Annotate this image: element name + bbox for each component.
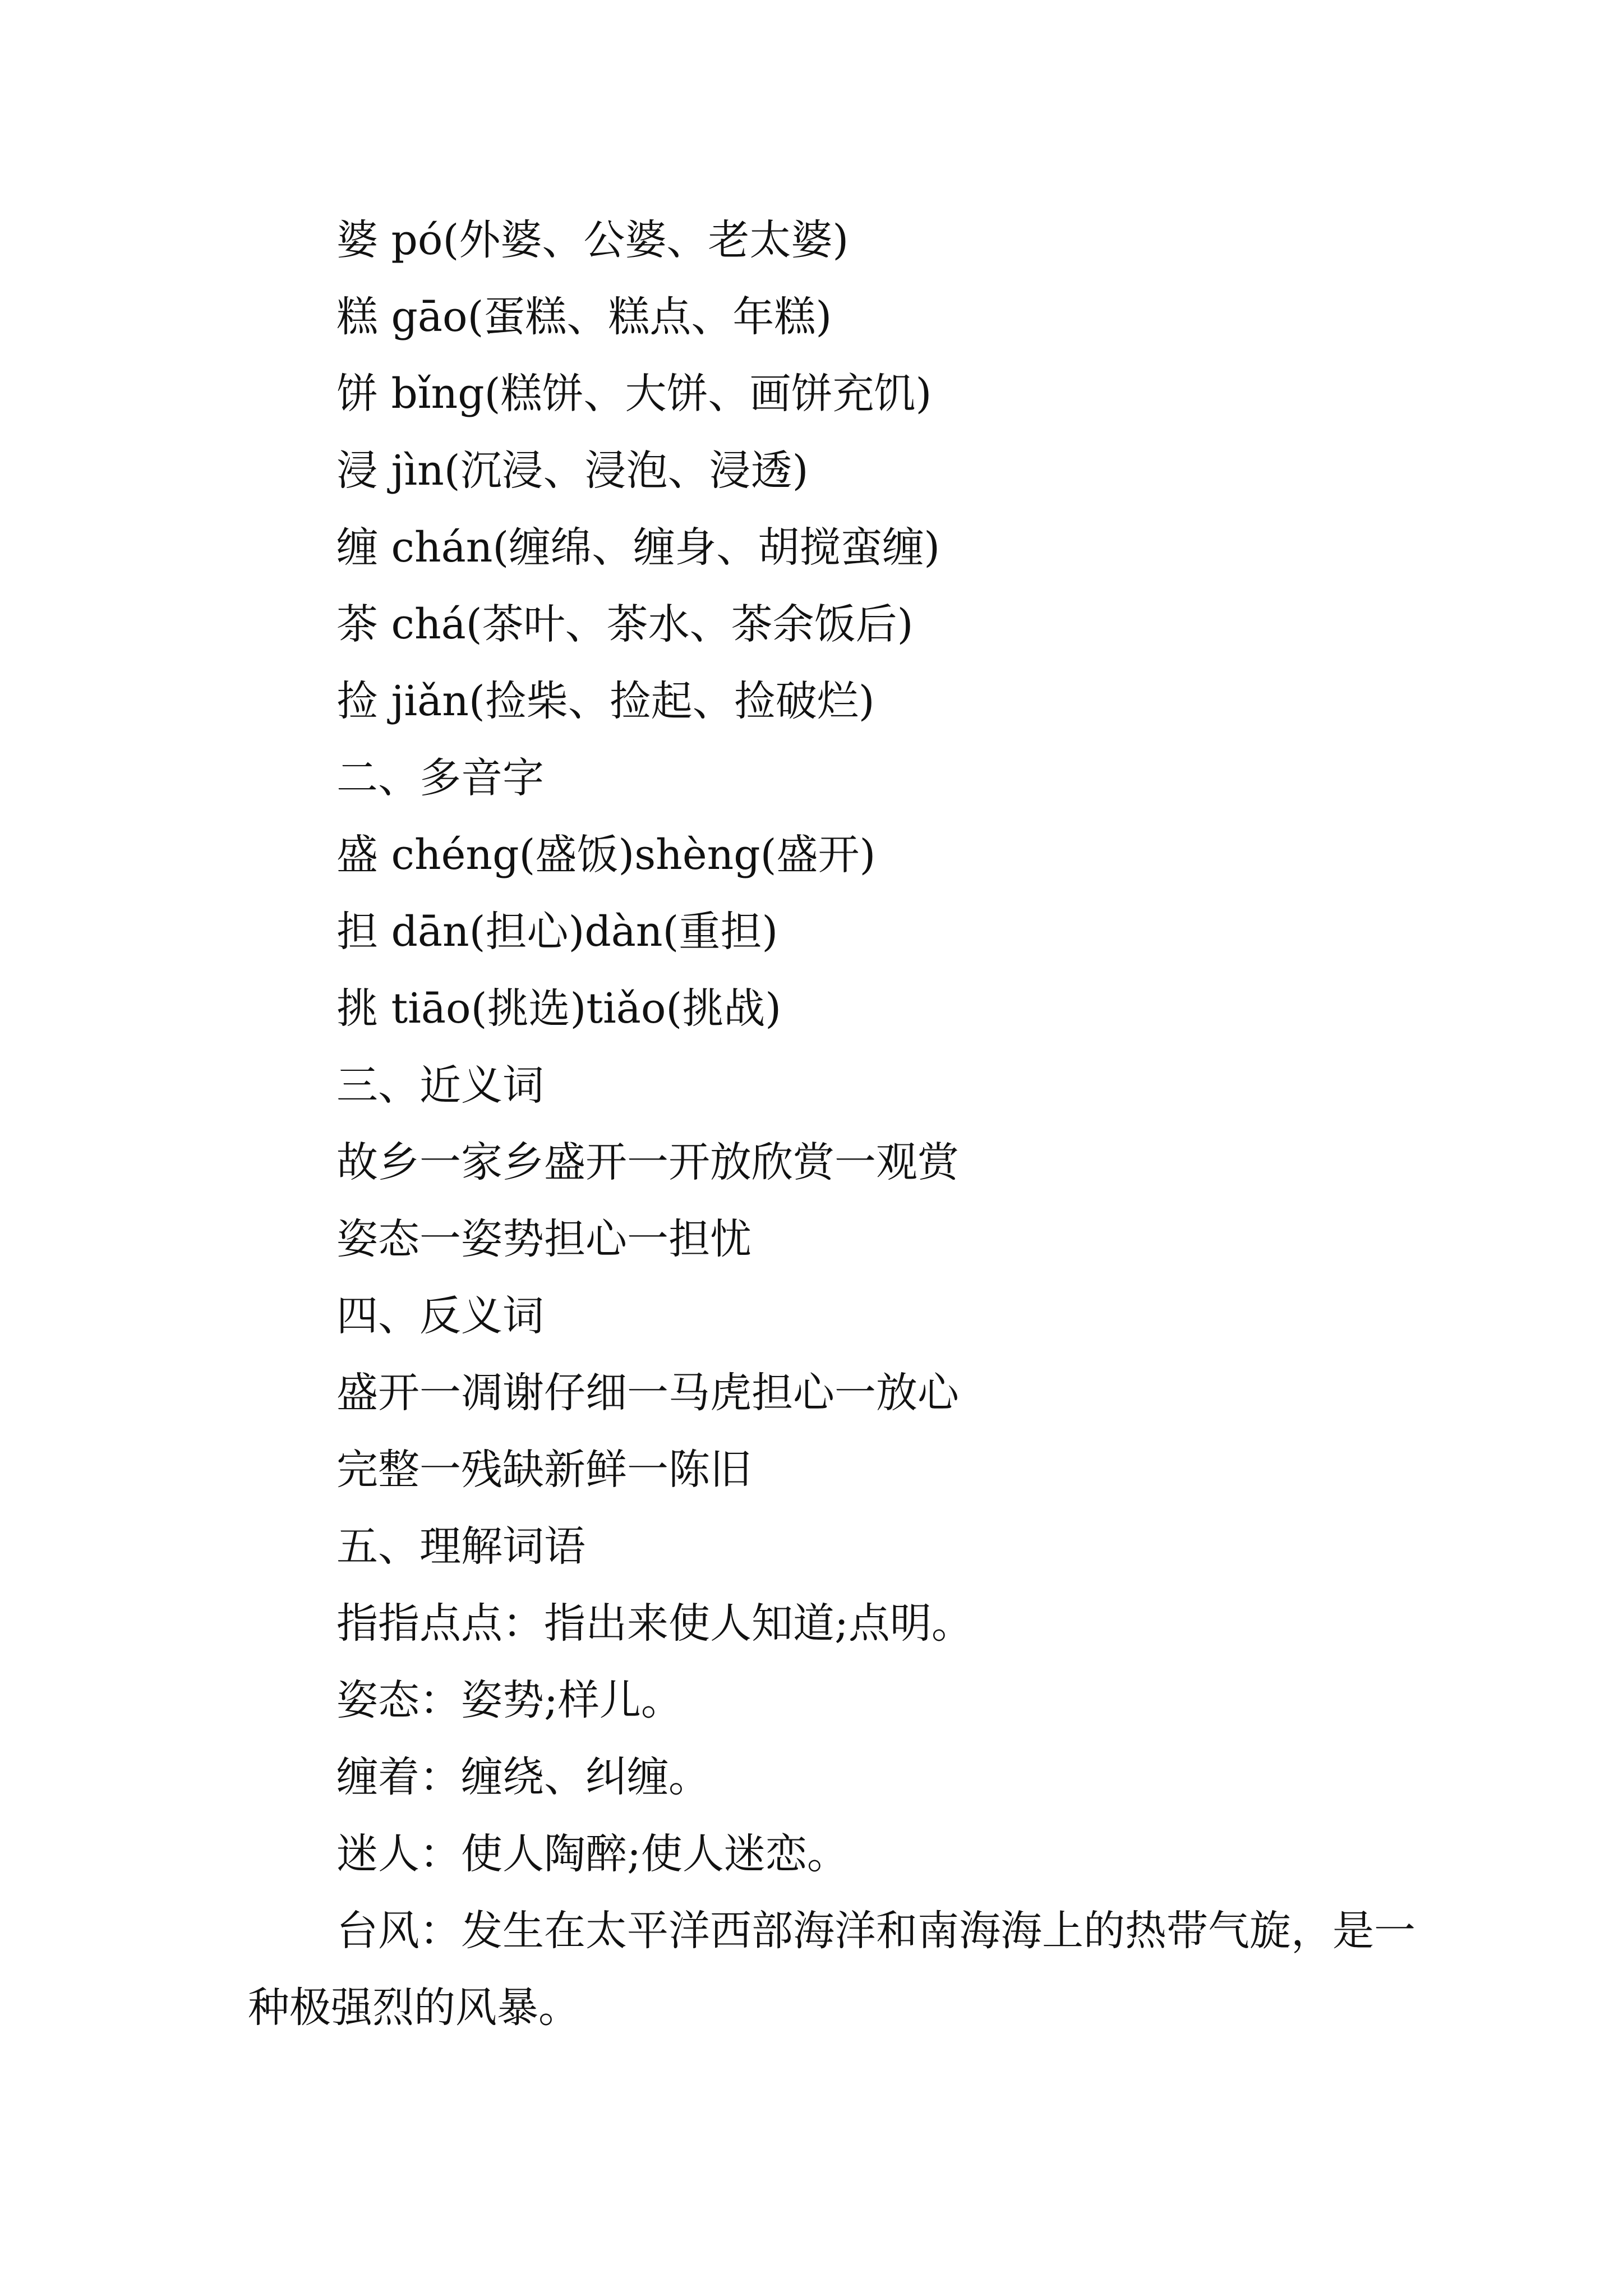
- section-heading-antonyms: 四、反义词: [336, 1292, 544, 1340]
- vocab-line-chan: 缠 chán(缠绵、缠身、胡搅蛮缠): [336, 523, 940, 572]
- antonym-line-1: 盛开一凋谢仔细一马虎担心一放心: [336, 1369, 959, 1417]
- polyphonic-line-dan: 担 dān(担心)dàn(重担): [336, 908, 778, 956]
- vocab-line-jian: 捡 jiǎn(捡柴、捡起、捡破烂): [336, 677, 875, 725]
- vocab-line-cha: 茶 chá(茶叶、茶水、茶余饭后): [336, 600, 914, 648]
- definition-line-1: 指指点点：指出来使人知道;点明。: [336, 1599, 973, 1648]
- section-heading-synonyms: 三、近义词: [336, 1061, 544, 1110]
- vocab-line-jin: 浸 jìn(沉浸、浸泡、浸透): [336, 447, 809, 495]
- section-heading-polyphonic: 二、多音字: [336, 754, 544, 802]
- antonym-line-2: 完整一残缺新鲜一陈旧: [336, 1446, 751, 1494]
- synonym-line-1: 故乡一家乡盛开一开放欣赏一观赏: [336, 1138, 959, 1186]
- definition-line-3: 缠着：缠绕、纠缠。: [336, 1753, 710, 1801]
- polyphonic-line-sheng: 盛 chéng(盛饭)shèng(盛开): [336, 831, 876, 879]
- definition-line-2: 姿态：姿势;样儿。: [336, 1676, 683, 1724]
- definition-paragraph-typhoon: 台风：发生在太平洋西部海洋和南海海上的热带气旋，是一种极强烈的风暴。: [248, 1907, 1415, 2032]
- definition-line-4: 迷人：使人陶醉;使人迷恋。: [336, 1830, 849, 1878]
- section-heading-definitions: 五、理解词语: [336, 1522, 585, 1571]
- polyphonic-line-tiao: 挑 tiāo(挑选)tiǎo(挑战): [336, 984, 782, 1033]
- vocab-line-gao: 糕 gāo(蛋糕、糕点、年糕): [336, 293, 832, 341]
- vocab-line-po: 婆 pó(外婆、公婆、老太婆): [336, 216, 849, 264]
- synonym-line-2: 姿态一姿势担心一担忧: [336, 1215, 751, 1263]
- vocab-line-bing: 饼 bǐng(糕饼、大饼、画饼充饥): [336, 370, 932, 418]
- document-body: [248, 202, 1448, 2046]
